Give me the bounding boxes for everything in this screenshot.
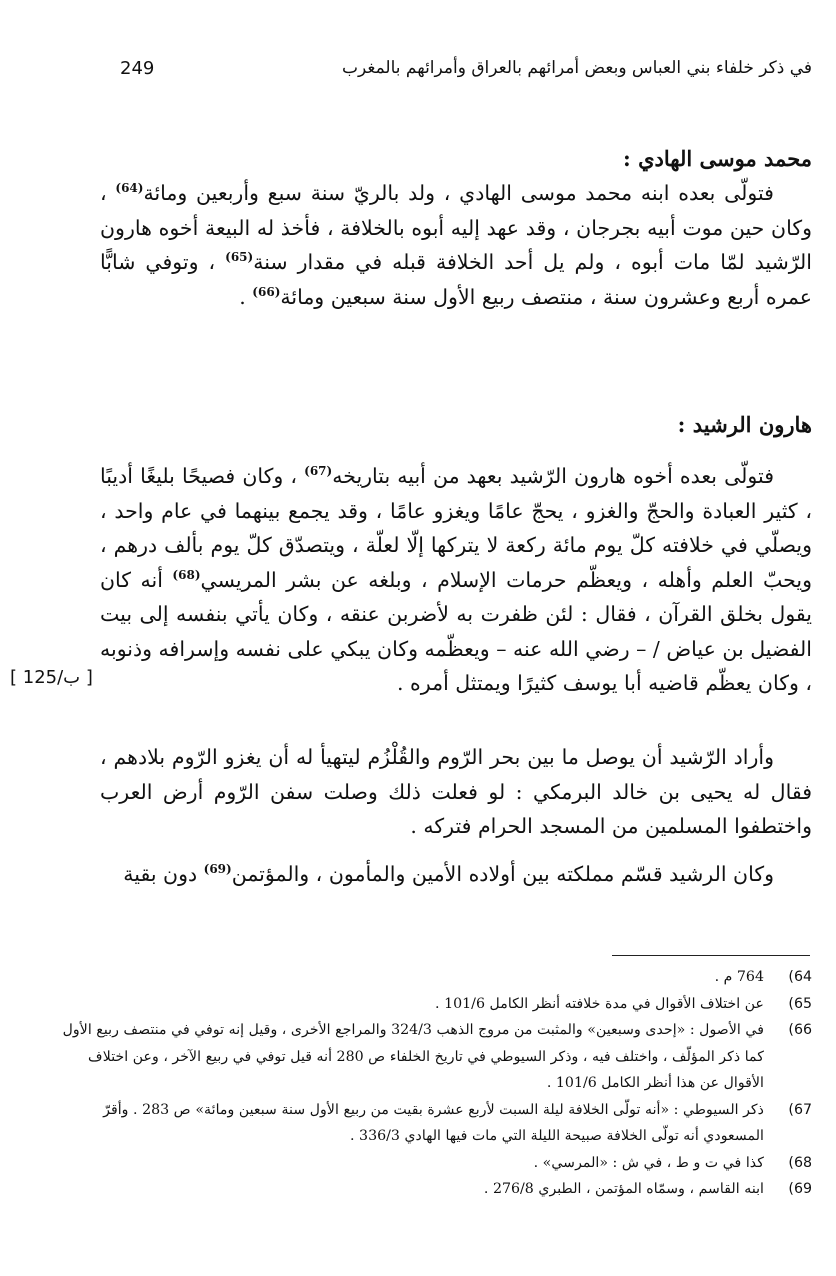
footnote-ref-69: (69) xyxy=(203,862,232,877)
footnote-number: (65 xyxy=(788,995,812,1012)
paragraph-harun-3 xyxy=(100,857,812,892)
footnote-text: 764 م . xyxy=(714,969,764,985)
footnote-number: (67 xyxy=(788,1101,812,1118)
paragraph-text: ، وكان فصيحًا بليغًا أديبًا ، كثير العبادة والحجّ والغزو ، يحجّ عامًا ويغزو عامًا ، وقد يجمع بينهما في عام واحد ، ويصلّي في خلافته كلّ يوم مائة ركعة لا يتركها إلّا لعلّة ، ويتصدّق كلّ يوم بألف درهم ، ويحبّ العلم وأهله ، ويعظّم حرمات الإسلام ، وبلغه عن بشر المريسي xyxy=(100,464,812,592)
footnote-text: في الأصول : «إحدى وسبعين» والمثبت من مروج الذهب 324/3 والمراجع الأخرى ، وقيل إنه توفي في منتصف ربيع الأول كما ذكر المؤلّف ، واختلف فيه ، وذكر السيوطي في تاريخ الخلفاء ص 280 أنه قيل توفي في ربيع الآخر ، وعن اختلاف الأقوال عن هذا أنظر الكامل 101/6 . xyxy=(62,1022,764,1091)
paragraph-text: أنه كان يقول بخلق القرآن ، فقال : لئن ظفرت به لأضربن عنقه ، وكان يأتي بنفسه إلى بيت الفضيل بن عياض / – رضي الله عنه – ويعظّمه وكان يبكي على نفسه وإسرافه وذنوبه ، وكان يعظّم قاضيه أبا يوسف كثيرًا ويمتثل أمره . xyxy=(100,567,812,695)
footnote-ref-64: (64) xyxy=(115,181,144,196)
paragraph-text: فتولّى بعده ابنه محمد موسى الهادي ، ولد بالريّ سنة سبع وأربعين ومائة xyxy=(143,181,774,205)
footnote-66 xyxy=(60,1017,812,1097)
footnote-number: (64 xyxy=(788,969,812,985)
footnote-ref-66: (66) xyxy=(252,284,281,299)
paragraph-text: وكان الرشيد قسّم مملكته بين أولاده الأمين والمأمون ، والمؤتمن xyxy=(231,862,774,886)
paragraph-text: ، وكان حين موت أبيه بجرجان ، وقد عهد إليه أبوه بالخلافة ، فأخذ له البيعة أخوه هارون الرّشيد لمّا مات أبوه ، ولم يل أحد الخلافة قبله في مقدار سنة xyxy=(100,181,812,274)
paragraph-text: دون بقية xyxy=(123,862,204,886)
running-title: في ذكر خلفاء بني العباس وبعض أمرائهم بالعراق وأمرائهم بالمغرب xyxy=(342,58,812,78)
footnote-text: كذا في ت و ط ، في ش : «المرسي» . xyxy=(533,1154,764,1171)
paragraph-harun-1 xyxy=(100,459,812,701)
paragraph-harun-2 xyxy=(100,740,812,844)
paragraph-al-hadi xyxy=(100,176,812,314)
footnote-number: (68 xyxy=(788,1154,812,1171)
footnote-text: ذكر السيوطي : «أنه تولّى الخلافة ليلة السبت لأربع عشرة بقيت من ربيع الأول سنة سبعين ومائة» ص 283 . وأقرّ المسعودي أنه تولّى الخلافة صبيحة الليلة التي مات فيها الهادي 336/3 . xyxy=(103,1101,764,1144)
paragraph-text: . xyxy=(239,284,253,309)
footnote-65 xyxy=(60,991,812,1018)
page-number: 249 xyxy=(120,58,155,79)
footnote-64 xyxy=(60,964,812,991)
footnote-69 xyxy=(60,1176,812,1203)
manuscript-folio-marker: [ 125/ب ] xyxy=(10,667,93,688)
footnote-ref-65: (65) xyxy=(225,250,254,265)
section-title-al-hadi: محمد موسى الهادي : xyxy=(623,146,812,171)
footnote-text: عن اختلاف الأقوال في مدة خلافته أنظر الكامل 101/6 . xyxy=(435,995,764,1012)
paragraph-text: فتولّى بعده أخوه هارون الرّشيد بعهد من أبيه بتاريخه xyxy=(332,464,774,488)
section-title-harun-al-rashid: هارون الرشيد : xyxy=(677,412,812,437)
footnote-separator xyxy=(612,955,810,956)
footnote-68 xyxy=(60,1150,812,1177)
footnote-67 xyxy=(60,1097,812,1150)
paragraph-text: وأراد الرّشيد أن يوصل ما بين بحر الرّوم والقُلْزُم ليتهيأ له أن يغزو الرّوم بلادهم ، فقال له يحيى بن خالد البرمكي : لو فعلت ذلك وصلت سفن الرّوم أرض العرب واختطفوا المسلمين من المسجد الحرام فتركه . xyxy=(100,745,812,838)
footnote-text: ابنه القاسم ، وسمّاه المؤتمن ، الطبري 276/8 . xyxy=(483,1181,764,1197)
footnote-ref-68: (68) xyxy=(172,567,201,582)
footnotes xyxy=(60,964,812,1203)
paragraph-text: ، وتوفي شابًّا عمره أربع وعشرون سنة ، منتصف ربيع الأول سنة سبعين ومائة xyxy=(100,250,812,309)
footnote-ref-67: (67) xyxy=(304,464,333,479)
footnote-number: (69 xyxy=(788,1181,812,1197)
footnote-number: (66 xyxy=(788,1022,812,1038)
